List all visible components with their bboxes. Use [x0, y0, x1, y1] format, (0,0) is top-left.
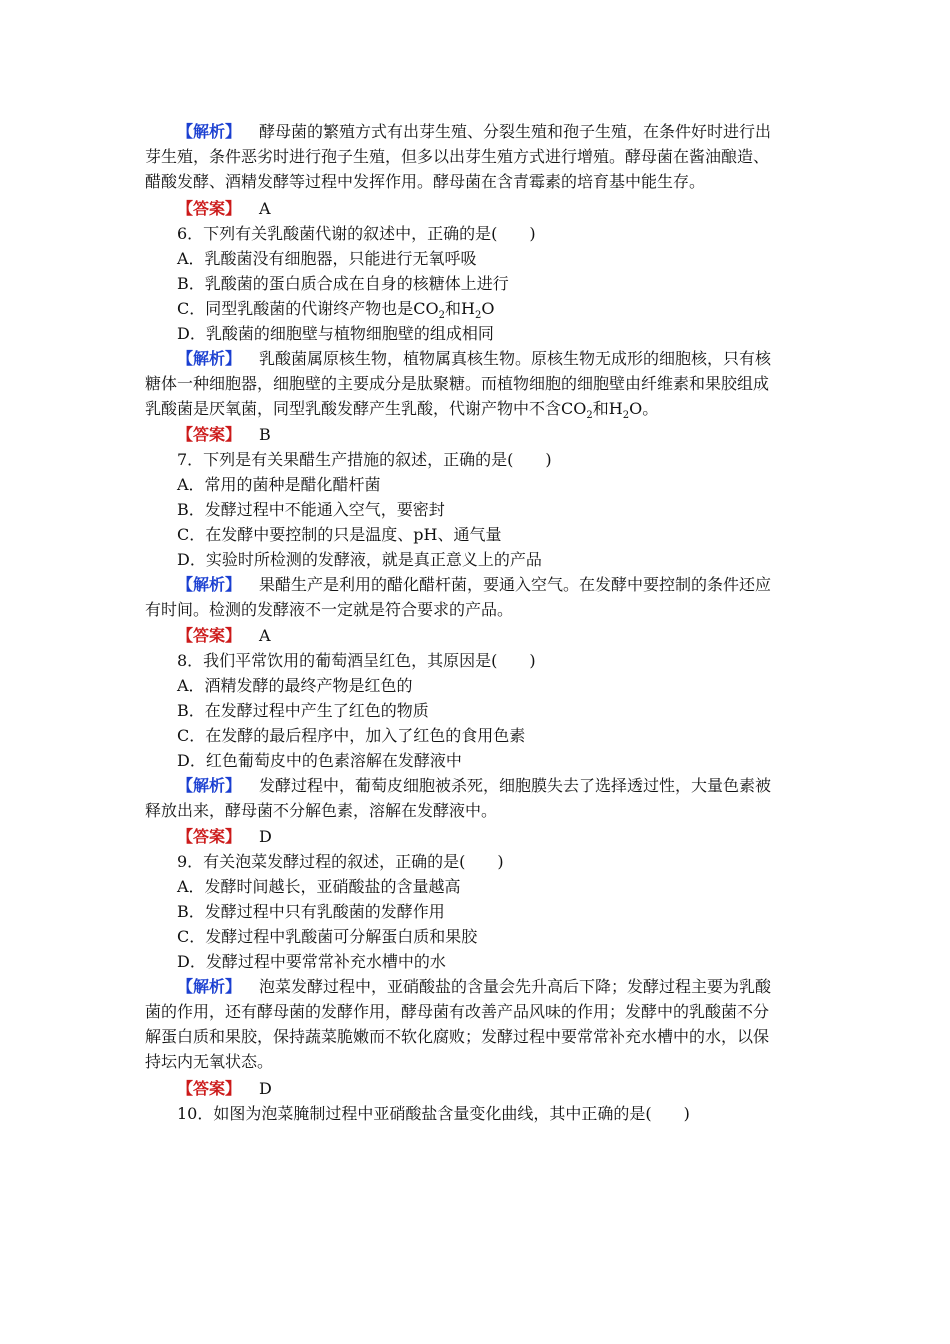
analysis-label: 【解析】	[177, 977, 242, 996]
answer-label: 【答案】	[177, 199, 242, 218]
answer-label: 【答案】	[177, 425, 242, 444]
q6-option-d: D．乳酸菌的细胞壁与植物细胞壁的组成相同	[177, 324, 494, 343]
q6-analysis-line-1: 【解析】 乳酸菌属原核生物，植物属真核生物。原核生物无成形的细胞核，只有核	[177, 349, 772, 368]
q7-stem: 7．下列是有关果醋生产措施的叙述，正确的是( )	[177, 450, 552, 469]
q9-stem: 9．有关泡菜发酵过程的叙述，正确的是( )	[177, 852, 504, 871]
q9-option-a: A．发酵时间越长，亚硝酸盐的含量越高	[177, 877, 461, 896]
q7-answer: 【答案】 A	[177, 626, 271, 645]
q6-option-a: A．乳酸菌没有细胞器，只能进行无氧呼吸	[177, 249, 477, 268]
q7-option-d: D．实验时所检测的发酵液，就是真正意义上的产品	[177, 550, 542, 569]
answer-label: 【答案】	[177, 626, 242, 645]
q7-option-a: A．常用的菌种是醋化醋杆菌	[177, 475, 381, 494]
q10-stem: 10．如图为泡菜腌制过程中亚硝酸盐含量变化曲线，其中正确的是( )	[177, 1104, 690, 1123]
q6-analysis-line-2: 糖体一种细胞器，细胞壁的主要成分是肽聚糖。而植物细胞的细胞壁由纤维素和果胶组成	[145, 374, 770, 393]
analysis-label: 【解析】	[177, 575, 242, 594]
q8-option-a: A．酒精发酵的最终产物是红色的	[177, 676, 413, 695]
q7-analysis-line-2: 有时间。检测的发酵液不一定就是符合要求的产品。	[145, 600, 514, 619]
q8-answer: 【答案】 D	[177, 827, 272, 846]
q5-analysis-line-3: 醋酸发酵、酒精发酵等过程中发挥作用。酵母菌在含青霉素的培育基中能生存。	[145, 172, 706, 191]
q7-option-b: B．发酵过程中不能通入空气，要密封	[177, 500, 445, 519]
q6-analysis-line-3: 乳酸菌是厌氧菌，同型乳酸发酵产生乳酸，代谢产物中不含$CO_2$和$H_2O$。	[145, 399, 659, 422]
q9-option-d: D．发酵过程中要常常补充水槽中的水	[177, 952, 446, 971]
q5-answer: 【答案】 A	[177, 199, 271, 218]
q9-analysis-line-2: 菌的作用，还有酵母菌的发酵作用，酵母菌有改善产品风味的作用；发酵中的乳酸菌不分	[145, 1002, 770, 1021]
q9-answer: 【答案】 D	[177, 1079, 272, 1098]
q9-analysis-line-4: 持坛内无氧状态。	[145, 1052, 274, 1071]
q9-option-b: B．发酵过程中只有乳酸菌的发酵作用	[177, 902, 445, 921]
q8-stem: 8．我们平常饮用的葡萄酒呈红色，其原因是( )	[177, 651, 536, 670]
q8-option-d: D．红色葡萄皮中的色素溶解在发酵液中	[177, 751, 462, 770]
q6-option-c: C．同型乳酸菌的代谢终产物也是$CO_2$和$H_2O$	[177, 299, 495, 322]
q7-analysis-line-1: 【解析】 果醋生产是利用的醋化醋杆菌，要通入空气。在发酵中要控制的条件还应	[177, 575, 772, 594]
q8-analysis-line-1: 【解析】 发酵过程中，葡萄皮细胞被杀死，细胞膜失去了选择透过性，大量色素被	[177, 776, 772, 795]
q6-answer: 【答案】 B	[177, 425, 271, 444]
q5-analysis-line-1: 【解析】 酵母菌的繁殖方式有出芽生殖、分裂生殖和孢子生殖，在条件好时进行出	[177, 122, 772, 141]
answer-label: 【答案】	[177, 1079, 242, 1098]
answer-label: 【答案】	[177, 827, 242, 846]
analysis-label: 【解析】	[177, 122, 242, 141]
q6-stem: 6．下列有关乳酸菌代谢的叙述中，正确的是( )	[177, 224, 536, 243]
analysis-label: 【解析】	[177, 349, 242, 368]
q9-analysis-line-1: 【解析】 泡菜发酵过程中，亚硝酸盐的含量会先升高后下降；发酵过程主要为乳酸	[177, 977, 772, 996]
q9-analysis-line-3: 解蛋白质和果胶，保持蔬菜脆嫩而不软化腐败；发酵过程中要常常补充水槽中的水，以保	[145, 1027, 770, 1046]
q8-option-c: C．在发酵的最后程序中，加入了红色的食用色素	[177, 726, 526, 745]
q8-analysis-line-2: 释放出来，酵母菌不分解色素，溶解在发酵液中。	[145, 801, 498, 820]
analysis-label: 【解析】	[177, 776, 242, 795]
q5-analysis-line-2: 芽生殖，条件恶劣时进行孢子生殖，但多以出芽生殖方式进行增殖。酵母菌在酱油酿造、	[145, 147, 770, 166]
q8-option-b: B．在发酵过程中产生了红色的物质	[177, 701, 429, 720]
q7-option-c: C．在发酵中要控制的只是温度、pH、通气量	[177, 525, 502, 544]
q6-option-b: B．乳酸菌的蛋白质合成在自身的核糖体上进行	[177, 274, 509, 293]
q9-option-c: C．发酵过程中乳酸菌可分解蛋白质和果胶	[177, 927, 478, 946]
